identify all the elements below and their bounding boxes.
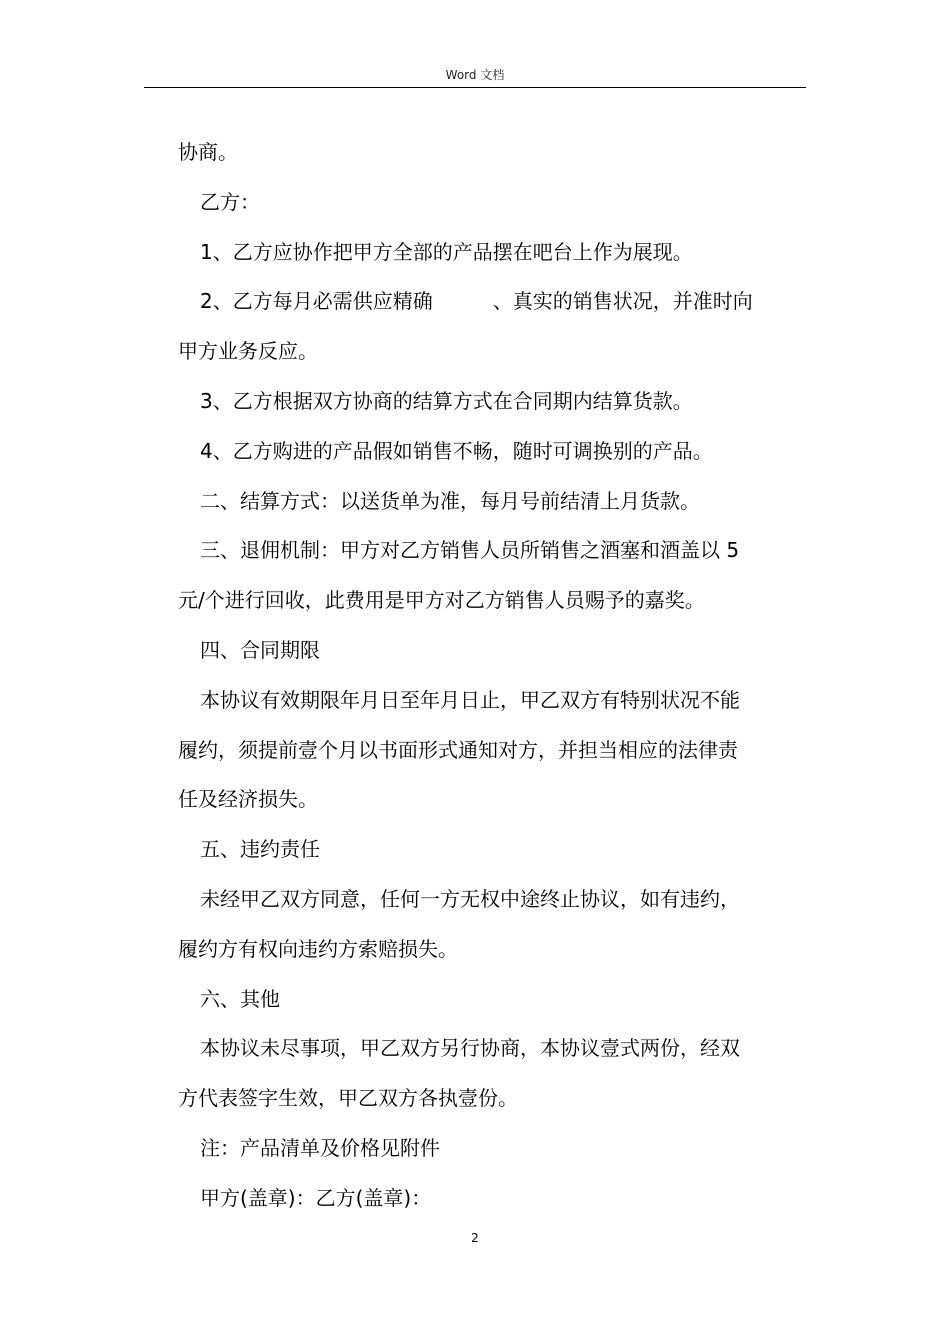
- paragraph: 1、乙方应协作把甲方全部的产品摆在吧台上作为展现。: [200, 239, 693, 264]
- paragraph: 本协议有效期限年月日至年月日止，甲乙双方有特别状况不能: [200, 687, 740, 712]
- paragraph: 注：产品清单及价格见附件: [200, 1135, 440, 1160]
- paragraph: 协商。: [178, 140, 238, 164]
- paragraph: 3、乙方根据双方协商的结算方式在合同期内结算货款。: [200, 388, 693, 413]
- paragraph: 本协议未尽事项，甲乙双方另行协商，本协议壹式两份，经双: [200, 1036, 740, 1061]
- page-header-title: Word 文档: [445, 68, 505, 82]
- header-divider: [144, 87, 806, 88]
- paragraph: 三、退佣机制：甲方对乙方销售人员所销售之酒塞和酒盖以 5: [200, 538, 740, 563]
- paragraph: 乙方：: [200, 189, 260, 214]
- section-heading: 四、合同期限: [200, 637, 320, 662]
- paragraph: 二、结算方式：以送货单为准，每月号前结清上月货款。: [200, 488, 700, 513]
- signature-line: 甲方(盖章)：乙方(盖章)：: [200, 1185, 432, 1210]
- paragraph: 任及经济损失。: [178, 787, 318, 812]
- paragraph: 4、乙方购进的产品假如销售不畅，随时可调换别的产品。: [200, 438, 713, 463]
- page-number: 2: [471, 1231, 479, 1245]
- paragraph: 甲方业务反应。: [178, 339, 318, 364]
- paragraph: 履约方有权向违约方索赔损失。: [178, 936, 458, 961]
- paragraph: 元/个进行回收，此费用是甲方对乙方销售人员赐予的嘉奖。: [178, 588, 705, 613]
- paragraph: 方代表签字生效，甲乙双方各执壹份。: [178, 1086, 518, 1111]
- section-heading: 六、其他: [200, 986, 280, 1011]
- document-body: [178, 128, 808, 1224]
- paragraph: 履约，须提前壹个月以书面形式通知对方，并担当相应的法律责: [178, 737, 738, 762]
- paragraph: 未经甲乙双方同意，任何一方无权中途终止协议，如有违约，: [200, 886, 740, 911]
- section-heading: 五、违约责任: [200, 837, 320, 862]
- paragraph: 2、乙方每月必需供应精确 、真实的销售状况，并准时向: [200, 289, 753, 314]
